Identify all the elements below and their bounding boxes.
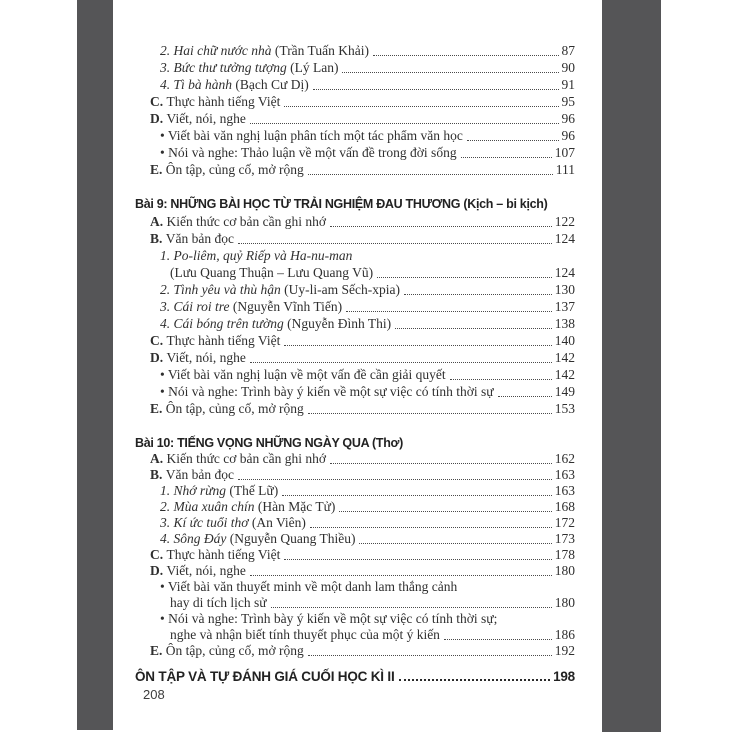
- entry-label: nghe và nhận biết tính thuyết phục của một ý kiến: [170, 627, 440, 642]
- entry-label: A. Kiến thức cơ bản cần ghi nhớ: [150, 214, 327, 229]
- entry-label: B. Văn bản đọc: [150, 467, 234, 482]
- page-number: 130: [554, 282, 575, 297]
- page-number: 137: [554, 299, 575, 314]
- toc-row: [150, 93, 575, 110]
- dotted-leader: [395, 315, 552, 329]
- dotted-leader: [308, 161, 553, 175]
- page-number: 95: [561, 94, 575, 109]
- page-number: 163: [554, 467, 575, 482]
- entry-label: Bài 10: TIẾNG VỌNG NHỮNG NGÀY QUA (Thơ): [135, 436, 403, 450]
- page-number: 90: [561, 60, 575, 75]
- entry-label: Bài 9: NHỮNG BÀI HỌC TỪ TRẢI NGHIỆM ĐAU THƯƠNG (Kịch – bi kịch): [135, 197, 548, 211]
- page-number: 163: [554, 483, 575, 498]
- entry-label: (Lưu Quang Thuận – Lưu Quang Vũ): [170, 265, 374, 280]
- dotted-leader: [271, 595, 552, 608]
- toc-row: [160, 247, 575, 264]
- entry-label: A. Kiến thức cơ bản cần ghi nhớ: [150, 451, 327, 466]
- toc-row: [160, 383, 575, 400]
- toc-row: [160, 531, 575, 547]
- page-number: 198: [553, 669, 575, 684]
- entry-label: C. Thực hành tiếng Việt: [150, 94, 281, 109]
- entry-label: hay di tích lịch sử: [170, 595, 267, 610]
- dotted-leader: [467, 127, 559, 141]
- page-number: 124: [554, 231, 575, 246]
- page-number: 96: [561, 128, 575, 143]
- toc-section: [135, 668, 575, 685]
- dotted-leader: [461, 144, 552, 158]
- page-number: 180: [554, 595, 575, 610]
- page-number: 96: [561, 111, 575, 126]
- dotted-leader: [450, 366, 552, 380]
- dotted-leader: [238, 467, 552, 480]
- toc-row: [160, 315, 575, 332]
- backdrop-strip-right: [600, 0, 661, 732]
- toc-row: [160, 483, 575, 499]
- toc-row: [160, 76, 575, 93]
- dotted-leader: [250, 563, 552, 576]
- page-number: 107: [554, 145, 575, 160]
- toc-row: [135, 668, 575, 685]
- entry-label: • Nói và nghe: Trình bày ý kiến về một sự việc có tính thời sự;: [160, 611, 498, 626]
- toc-row: [170, 627, 575, 643]
- page-number: 168: [554, 499, 575, 514]
- entry-label: ÔN TẬP VÀ TỰ ĐÁNH GIÁ CUỐI HỌC KÌ II: [135, 669, 395, 684]
- dotted-leader: [284, 547, 551, 560]
- dotted-leader: [250, 349, 552, 363]
- toc-row: [160, 366, 575, 383]
- entry-label: B. Văn bản đọc: [150, 231, 234, 246]
- dotted-leader: [284, 93, 558, 107]
- entry-label: C. Thực hành tiếng Việt: [150, 333, 281, 348]
- entry-label: 4. Cái bóng trên tường (Nguyễn Đình Thi): [160, 316, 392, 331]
- page-number: 192: [554, 643, 575, 658]
- entry-label: • Nói và nghe: Thảo luận về một vấn đề trong đời sống: [160, 145, 457, 160]
- dotted-leader: [339, 499, 551, 512]
- toc-row: [160, 42, 575, 59]
- entry-label: D. Viết, nói, nghe: [150, 111, 246, 126]
- entry-label: E. Ôn tập, củng cố, mở rộng: [150, 643, 304, 658]
- entry-label: E. Ôn tập, củng cố, mở rộng: [150, 401, 304, 416]
- toc-row: [150, 230, 575, 247]
- toc-row: [160, 499, 575, 515]
- toc-row: [160, 144, 575, 161]
- dotted-leader: [373, 42, 559, 56]
- dotted-leader: [284, 332, 551, 346]
- dotted-leader: [359, 531, 551, 544]
- page-number: 91: [561, 77, 575, 92]
- toc-section: [135, 196, 575, 417]
- toc-row: [150, 110, 575, 127]
- page-number: 142: [554, 350, 575, 365]
- dotted-leader: [313, 76, 559, 90]
- dotted-leader: [330, 213, 552, 227]
- entry-label: 2. Tình yêu và thù hận (Uy-li-am Sếch-xpia): [160, 282, 400, 297]
- toc-row: [160, 579, 575, 595]
- footer-page-number: 208: [143, 687, 165, 702]
- entry-label: 2. Hai chữ nước nhà (Trần Tuấn Khải): [160, 43, 369, 58]
- entry-label: • Viết bài văn thuyết minh về một danh lam thắng cảnh: [160, 579, 458, 594]
- toc: [135, 42, 575, 685]
- dotted-leader: [282, 483, 552, 496]
- page-number: 153: [554, 401, 575, 416]
- toc-section: [135, 42, 575, 178]
- toc-row: [160, 298, 575, 315]
- entry-label: • Viết bài văn nghị luận phân tích một tác phẩm văn học: [160, 128, 463, 143]
- page-number: 173: [554, 531, 575, 546]
- dotted-leader: [250, 110, 559, 124]
- dotted-leader: [342, 59, 558, 73]
- dotted-leader: [310, 515, 552, 528]
- toc-row: [150, 349, 575, 366]
- dotted-leader: [444, 627, 552, 640]
- toc-row: [160, 59, 575, 76]
- dotted-leader: [498, 383, 552, 397]
- toc-section: [135, 435, 575, 659]
- backdrop-strip-left: [77, 0, 115, 730]
- page-number: 180: [554, 563, 575, 578]
- dotted-leader: [346, 298, 552, 312]
- entry-label: E. Ôn tập, củng cố, mở rộng: [150, 162, 304, 177]
- page-number: 124: [554, 265, 575, 280]
- toc-row: [150, 467, 575, 483]
- entry-label: 1. Po-liêm, quỷ Riếp và Ha-nu-man: [160, 248, 353, 263]
- toc-row: [150, 332, 575, 349]
- entry-label: C. Thực hành tiếng Việt: [150, 547, 281, 562]
- page-number: 142: [554, 367, 575, 382]
- toc-page: [113, 0, 602, 735]
- toc-row: [160, 515, 575, 531]
- dotted-leader: [308, 643, 552, 656]
- page-number: 178: [554, 547, 575, 562]
- entry-label: 1. Nhớ rừng (Thế Lữ): [160, 483, 279, 498]
- toc-row: [160, 281, 575, 298]
- toc-row: [160, 127, 575, 144]
- page-number: 122: [554, 214, 575, 229]
- toc-row: [170, 595, 575, 611]
- toc-row: [150, 563, 575, 579]
- dotted-leader: [238, 230, 552, 244]
- entry-label: D. Viết, nói, nghe: [150, 563, 246, 578]
- page-number: 172: [554, 515, 575, 530]
- page-number: 138: [554, 316, 575, 331]
- toc-row: [150, 643, 575, 659]
- page-number: 149: [554, 384, 575, 399]
- page-number: 87: [561, 43, 575, 58]
- dotted-leader: [377, 264, 552, 278]
- page-number: 111: [555, 162, 575, 177]
- toc-heading: [135, 196, 575, 213]
- entry-label: 3. Kí ức tuổi thơ (An Viên): [160, 515, 306, 530]
- toc-row: [150, 213, 575, 230]
- toc-row: [150, 161, 575, 178]
- dotted-leader: [399, 668, 551, 681]
- entry-label: • Nói và nghe: Trình bày ý kiến về một sự việc có tính thời sự: [160, 384, 494, 399]
- dotted-leader: [404, 281, 552, 295]
- toc-row: [160, 611, 575, 627]
- toc-row: [150, 451, 575, 467]
- page-number: 186: [554, 627, 575, 642]
- entry-label: • Viết bài văn nghị luận về một vấn đề cần giải quyết: [160, 367, 446, 382]
- entry-label: 3. Cái roi tre (Nguyễn Vĩnh Tiến): [160, 299, 343, 314]
- entry-label: 2. Mùa xuân chín (Hàn Mặc Tử): [160, 499, 336, 514]
- toc-row: [170, 264, 575, 281]
- toc-heading: [135, 435, 575, 451]
- dotted-leader: [308, 400, 552, 414]
- entry-label: 4. Sông Đáy (Nguyễn Quang Thiều): [160, 531, 356, 546]
- dotted-leader: [330, 451, 552, 464]
- toc-row: [150, 547, 575, 563]
- toc-row: [150, 400, 575, 417]
- page-number: 162: [554, 451, 575, 466]
- entry-label: 4. Tì bà hành (Bạch Cư Dị): [160, 77, 309, 92]
- page-number: 140: [554, 333, 575, 348]
- entry-label: D. Viết, nói, nghe: [150, 350, 246, 365]
- entry-label: 3. Bức thư tưởng tượng (Lý Lan): [160, 60, 339, 75]
